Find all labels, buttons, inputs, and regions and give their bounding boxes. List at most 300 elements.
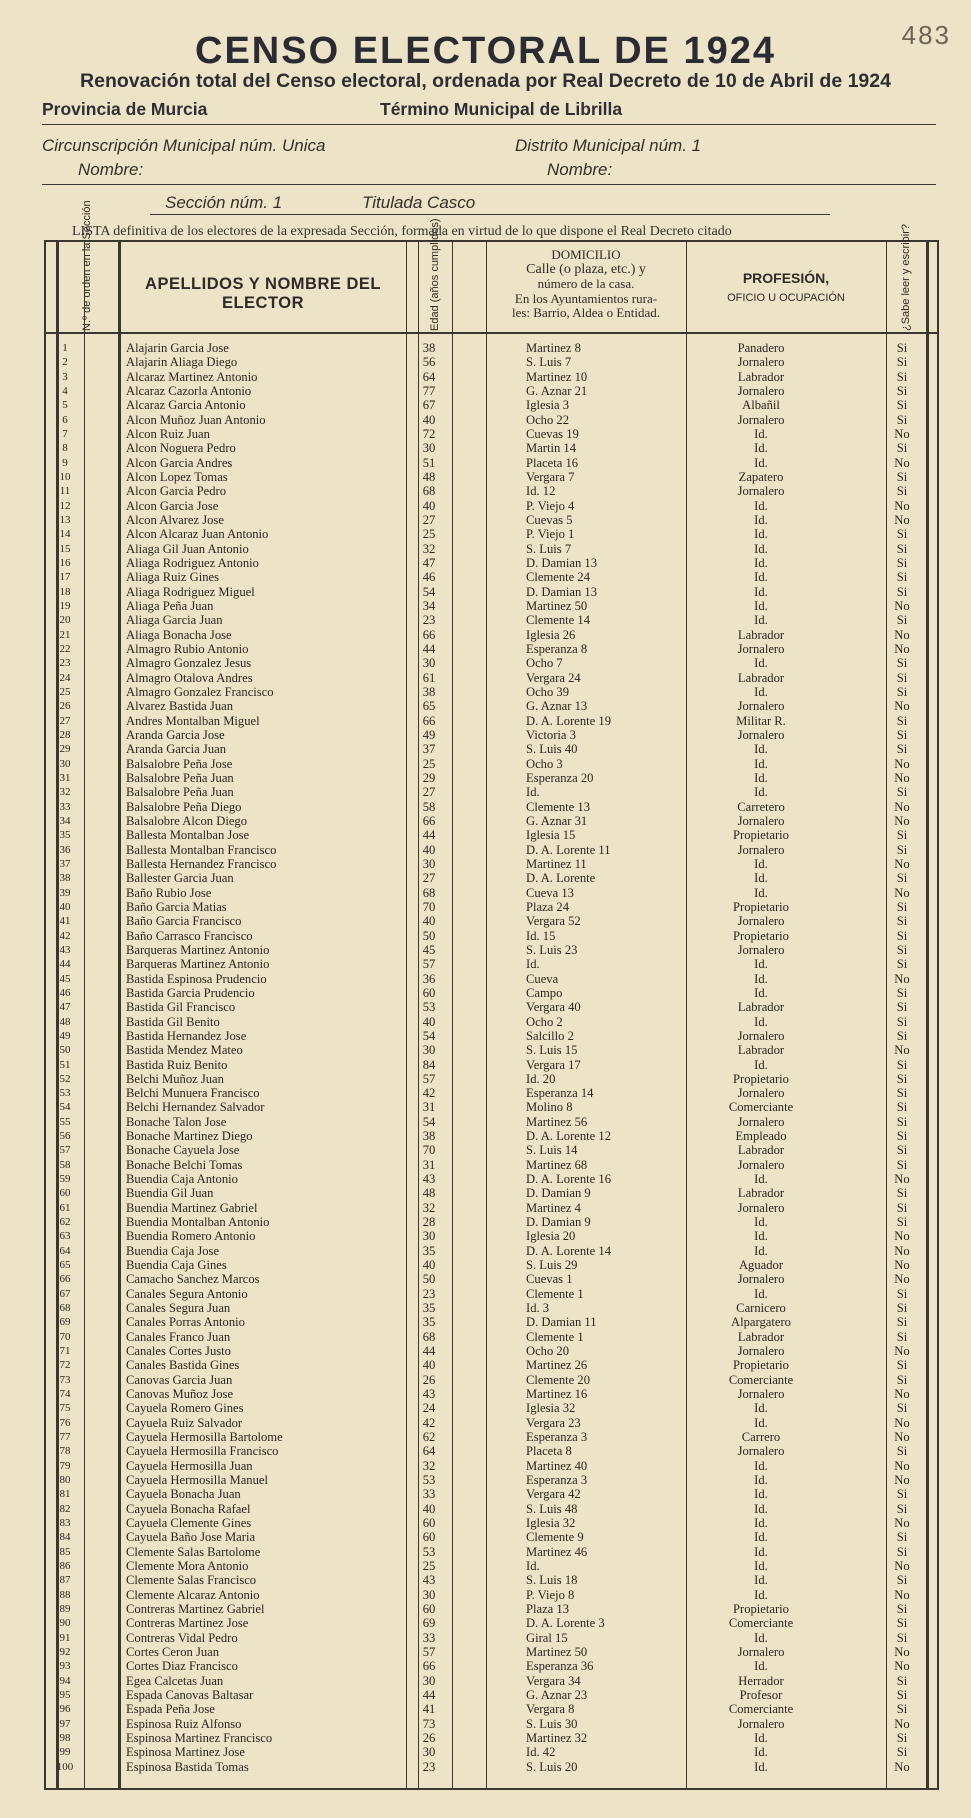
elector-profesion: Propietario <box>733 828 789 843</box>
elector-domicilio: Vergara 34 <box>526 1673 581 1688</box>
elector-name: Buendia Caja Gines <box>126 1258 227 1273</box>
elector-profesion: Id. <box>754 1745 768 1760</box>
nombre-left: Nombre: <box>78 160 144 179</box>
table-row <box>46 1059 937 1072</box>
table-row <box>46 700 937 713</box>
elector-profesion: Id. <box>754 1415 768 1430</box>
elector-sabe-leer: No <box>894 1172 910 1187</box>
table-row <box>46 1474 937 1487</box>
row-number: 60 <box>59 1187 71 1200</box>
elector-domicilio: G. Aznar 31 <box>526 813 588 828</box>
elector-name: Alajarin Aliaga Diego <box>126 355 238 370</box>
row-number: 76 <box>59 1416 71 1429</box>
elector-sabe-leer: Si <box>896 1086 908 1101</box>
elector-domicilio: S. Luis 7 <box>526 355 572 370</box>
elector-sabe-leer: No <box>894 1043 910 1058</box>
elector-domicilio: Campo <box>526 985 563 1000</box>
elector-domicilio: Vergara 24 <box>526 670 581 685</box>
table-row <box>46 1460 937 1473</box>
elector-sabe-leer: Si <box>896 398 908 413</box>
elector-domicilio: S. Luis 14 <box>526 1143 578 1158</box>
table-row <box>46 1632 937 1645</box>
elector-sabe-leer: Si <box>896 1544 908 1559</box>
table-row <box>46 1016 937 1029</box>
elector-profesion: Id. <box>754 1731 768 1745</box>
elector-domicilio: S. Luis 40 <box>526 742 578 757</box>
row-number: 67 <box>59 1287 71 1300</box>
row-number: 83 <box>59 1517 71 1530</box>
elector-profesion: Labrador <box>737 670 785 685</box>
elector-age: 35 <box>422 1243 436 1258</box>
elector-age: 30 <box>422 856 436 871</box>
row-number: 64 <box>59 1244 71 1257</box>
elector-profesion: Id. <box>754 885 768 900</box>
elector-domicilio: Martinez 46 <box>526 1544 588 1559</box>
elector-sabe-leer: Si <box>896 570 908 585</box>
header-num: N.º de orden en la Sección <box>81 200 93 331</box>
elector-profesion: Jornalero <box>737 641 785 656</box>
elector-age: 23 <box>422 1286 436 1301</box>
elector-sabe-leer: Si <box>896 1200 908 1215</box>
elector-sabe-leer: No <box>894 1716 910 1731</box>
elector-profesion: Jornalero <box>737 484 785 499</box>
elector-age: 35 <box>422 1301 436 1316</box>
elector-sabe-leer: Si <box>896 613 908 628</box>
elector-name: Alcon Noguera Pedro <box>126 441 236 456</box>
elector-profesion: Jornalero <box>737 1086 785 1101</box>
elector-sabe-leer: Si <box>896 842 908 857</box>
elector-sabe-leer: No <box>894 1258 910 1273</box>
elector-profesion: Id. <box>754 512 768 527</box>
row-number: 50 <box>59 1044 71 1057</box>
elector-sabe-leer: No <box>894 856 910 871</box>
elector-profesion: Jornalero <box>737 1272 785 1287</box>
elector-profesion: Id. <box>754 957 768 972</box>
table-row <box>46 1202 937 1215</box>
elector-domicilio: D. A. Lorente 19 <box>526 713 611 728</box>
table-row <box>46 614 937 627</box>
elector-domicilio: Vergara 40 <box>526 1000 581 1015</box>
elector-age: 26 <box>422 1372 436 1387</box>
elector-profesion: Jornalero <box>737 1444 785 1459</box>
table-row <box>46 1589 937 1602</box>
elector-name: Baño Garcia Matias <box>126 899 227 914</box>
row-number: 36 <box>59 843 71 856</box>
elector-age: 40 <box>422 498 436 513</box>
elector-sabe-leer: No <box>894 799 910 814</box>
elector-sabe-leer: Si <box>896 1688 908 1703</box>
elector-domicilio: Id. 15 <box>526 928 556 943</box>
row-number: 24 <box>59 671 71 684</box>
rule-mid <box>42 184 936 185</box>
elector-profesion: Id. <box>754 584 768 599</box>
elector-profesion: Id. <box>754 455 768 470</box>
table-row <box>46 858 937 871</box>
elector-profesion: Id. <box>754 742 768 757</box>
table-row <box>46 1001 937 1014</box>
row-number: 6 <box>62 413 68 426</box>
table-row <box>46 1675 937 1688</box>
elector-sabe-leer: Si <box>896 1286 908 1301</box>
elector-profesion: Id. <box>754 527 768 542</box>
table-row <box>46 872 937 885</box>
elector-sabe-leer: Si <box>896 942 908 957</box>
row-number: 96 <box>59 1703 71 1716</box>
row-number: 87 <box>59 1574 71 1587</box>
row-number: 66 <box>59 1273 71 1286</box>
table-row <box>46 1560 937 1573</box>
row-number: 89 <box>59 1603 71 1616</box>
elector-profesion: Jornalero <box>737 383 785 398</box>
table-row <box>46 500 937 513</box>
elector-age: 57 <box>422 1071 436 1086</box>
elector-name: Aliaga Rodriguez Antonio <box>126 555 259 570</box>
elector-domicilio: Iglesia 20 <box>526 1229 576 1244</box>
elector-name: Aliaga Peña Juan <box>126 598 214 613</box>
elector-name: Espinosa Bastida Tomas <box>126 1759 249 1774</box>
elector-age: 26 <box>422 1731 436 1745</box>
row-number: 33 <box>59 800 71 813</box>
elector-domicilio: S. Luis 29 <box>526 1258 578 1273</box>
row-number: 75 <box>59 1402 71 1415</box>
table-row <box>46 1030 937 1043</box>
table-row <box>46 1245 937 1258</box>
header-sabe: ¿Sabe leer y escribir? <box>900 224 912 331</box>
table-row <box>46 1503 937 1516</box>
elector-sabe-leer: Si <box>896 1630 908 1645</box>
elector-age: 35 <box>422 1315 436 1330</box>
elector-name: Buendia Caja Antonio <box>126 1172 238 1187</box>
row-number: 77 <box>59 1431 71 1444</box>
elector-profesion: Id. <box>754 1587 768 1602</box>
elector-sabe-leer: Si <box>896 1301 908 1316</box>
elector-name: Balsalobre Peña Juan <box>126 785 234 800</box>
elector-age: 32 <box>422 541 436 556</box>
table-row <box>46 1689 937 1702</box>
elector-sabe-leer: Si <box>896 1530 908 1545</box>
elector-profesion: Zapatero <box>738 469 784 484</box>
elector-profesion: Albañil <box>742 398 780 413</box>
elector-name: Balsalobre Peña Jose <box>126 756 233 771</box>
elector-domicilio: S. Luis 7 <box>526 541 572 556</box>
elector-age: 43 <box>422 1172 436 1187</box>
elector-profesion: Jornalero <box>737 1387 785 1402</box>
elector-domicilio: Salcillo 2 <box>526 1028 574 1043</box>
elector-age: 73 <box>422 1716 436 1731</box>
elector-domicilio: D. A. Lorente 11 <box>526 842 611 857</box>
row-number: 40 <box>59 900 71 913</box>
elector-domicilio: S. Luis 15 <box>526 1043 578 1058</box>
table-row <box>46 1374 937 1387</box>
row-number: 25 <box>59 685 71 698</box>
elector-sabe-leer: Si <box>896 785 908 800</box>
row-number: 90 <box>59 1617 71 1630</box>
elector-name: Almagro Rubio Antonio <box>126 641 249 656</box>
row-number: 17 <box>59 571 71 584</box>
row-number: 58 <box>59 1158 71 1171</box>
row-number: 97 <box>59 1717 71 1730</box>
elector-age: 48 <box>422 1186 436 1201</box>
elector-sabe-leer: Si <box>896 1186 908 1201</box>
elector-name: Ballester Garcia Juan <box>126 871 234 886</box>
row-number: 11 <box>59 485 71 498</box>
elector-profesion: Panadero <box>737 341 785 355</box>
elector-domicilio: Plaza 13 <box>526 1602 570 1617</box>
elector-domicilio: Cueva <box>526 971 559 986</box>
table-row <box>46 1732 937 1745</box>
elector-age: 54 <box>422 1114 436 1129</box>
elector-domicilio: Id. 42 <box>526 1745 556 1760</box>
elector-name: Barqueras Martinez Antonio <box>126 957 270 972</box>
elector-profesion: Jornalero <box>737 412 785 427</box>
elector-age: 60 <box>422 1602 436 1617</box>
row-number: 56 <box>59 1130 71 1143</box>
row-number: 59 <box>59 1173 71 1186</box>
circunscripcion-label: Circunscripción Municipal núm. Unica <box>42 136 326 155</box>
elector-domicilio: Martinez 32 <box>526 1731 588 1745</box>
elector-name: Egea Calcetas Juan <box>126 1673 224 1688</box>
table-row <box>46 1331 937 1344</box>
elector-sabe-leer: No <box>894 627 910 642</box>
elector-profesion: Propietario <box>733 1602 789 1617</box>
elector-domicilio: Id. <box>526 1559 540 1574</box>
elector-name: Alcon Ruiz Juan <box>126 426 210 441</box>
elector-name: Alcon Alcaraz Juan Antonio <box>126 527 269 542</box>
elector-name: Canales Cortes Justo <box>126 1344 231 1359</box>
elector-age: 33 <box>422 1630 436 1645</box>
table-row <box>46 485 937 498</box>
elector-name: Buendia Caja Jose <box>126 1243 220 1258</box>
elector-profesion: Herrador <box>738 1673 784 1688</box>
elector-name: Alcaraz Cazorla Antonio <box>126 383 252 398</box>
table-row <box>46 1345 937 1358</box>
elector-age: 53 <box>422 1473 436 1488</box>
table-row <box>46 901 937 914</box>
row-number: 37 <box>59 857 71 870</box>
elector-profesion: Propietario <box>733 1358 789 1373</box>
elector-profesion: Militar R. <box>736 713 786 728</box>
elector-profesion: Propietario <box>733 899 789 914</box>
elector-domicilio: Esperanza 14 <box>526 1086 594 1101</box>
elector-profesion: Id. <box>754 785 768 800</box>
elector-age: 50 <box>422 1272 436 1287</box>
elector-domicilio: Giral 15 <box>526 1630 568 1645</box>
elector-sabe-leer: Si <box>896 1315 908 1330</box>
elector-profesion: Id. <box>754 555 768 570</box>
elector-sabe-leer: No <box>894 1430 910 1445</box>
elector-sabe-leer: Si <box>896 1329 908 1344</box>
elector-domicilio: Cuevas 1 <box>526 1272 573 1287</box>
elector-name: Aliaga Ruiz Gines <box>126 570 220 585</box>
table-row <box>46 1531 937 1544</box>
elector-domicilio: Esperanza 8 <box>526 641 588 656</box>
elector-name: Balsalobre Alcon Diego <box>126 813 248 828</box>
elector-sabe-leer: No <box>894 813 910 828</box>
elector-domicilio: Victoria 3 <box>526 727 576 742</box>
elector-age: 61 <box>422 670 436 685</box>
elector-domicilio: Esperanza 3 <box>526 1473 588 1488</box>
row-number: 9 <box>62 456 68 469</box>
elector-sabe-leer: Si <box>896 412 908 427</box>
elector-domicilio: Id. <box>526 785 540 800</box>
table-row <box>46 571 937 584</box>
elector-sabe-leer: Si <box>896 1143 908 1158</box>
elector-profesion: Id. <box>754 1057 768 1072</box>
elector-age: 50 <box>422 928 436 943</box>
elector-age: 38 <box>422 1129 436 1144</box>
elector-age: 54 <box>422 584 436 599</box>
elector-profesion: Empleado <box>735 1129 787 1144</box>
elector-age: 30 <box>422 1673 436 1688</box>
table-row <box>46 471 937 484</box>
table-row <box>46 1273 937 1286</box>
elector-name: Bonache Cayuela Jose <box>126 1143 240 1158</box>
elector-domicilio: Martinez 40 <box>526 1458 588 1473</box>
elector-name: Baño Carrasco Francisco <box>126 928 253 943</box>
elector-age: 56 <box>422 355 436 370</box>
elector-profesion: Comerciante <box>728 1616 794 1631</box>
elector-sabe-leer: Si <box>896 1372 908 1387</box>
row-number: 94 <box>59 1674 71 1687</box>
elector-sabe-leer: Si <box>896 742 908 757</box>
elector-sabe-leer: Si <box>896 469 908 484</box>
elector-sabe-leer: Si <box>896 1573 908 1588</box>
elector-age: 34 <box>422 598 436 613</box>
elector-domicilio: S. Luis 18 <box>526 1573 578 1588</box>
elector-age: 44 <box>422 1688 436 1703</box>
elector-profesion: Id. <box>754 1630 768 1645</box>
elector-age: 57 <box>422 957 436 972</box>
row-number: 13 <box>59 513 71 526</box>
elector-profesion: Jornalero <box>737 842 785 857</box>
elector-name: Alajarin Garcia Jose <box>126 341 229 355</box>
titulada-label: Titulada Casco <box>362 193 476 212</box>
elector-sabe-leer: Si <box>896 1000 908 1015</box>
elector-profesion: Id. <box>754 871 768 886</box>
elector-name: Buendia Montalban Antonio <box>126 1215 270 1230</box>
row-number: 63 <box>59 1230 71 1243</box>
row-number: 47 <box>59 1001 71 1014</box>
nombre-right: Nombre: <box>547 160 613 179</box>
termino-label: Término Municipal de Librilla <box>380 99 623 119</box>
table-row <box>46 457 937 470</box>
row-number: 41 <box>59 915 71 928</box>
table-row <box>46 629 937 642</box>
row-number: 42 <box>59 929 71 942</box>
elector-sabe-leer: No <box>894 1645 910 1660</box>
elector-domicilio: S. Luis 23 <box>526 942 578 957</box>
elector-domicilio: G. Aznar 13 <box>526 699 588 714</box>
elector-age: 70 <box>422 1143 436 1158</box>
row-number: 3 <box>62 370 68 383</box>
elector-name: Aliaga Gil Juan Antonio <box>126 541 249 556</box>
elector-sabe-leer: Si <box>896 1616 908 1631</box>
elector-domicilio: Martinez 16 <box>526 1387 588 1402</box>
elector-profesion: Id. <box>754 613 768 628</box>
elector-name: Baño Rubio Jose <box>126 885 212 900</box>
elector-sabe-leer: Si <box>896 355 908 370</box>
elector-name: Espada Canovas Baltasar <box>126 1688 254 1703</box>
elector-sabe-leer: Si <box>896 1702 908 1717</box>
seccion-label: Sección núm. 1 <box>165 193 283 212</box>
elector-name: Camacho Sanchez Marcos <box>126 1272 260 1287</box>
elector-age: 42 <box>422 1086 436 1101</box>
table-row <box>46 915 937 928</box>
row-number: 1 <box>62 342 68 354</box>
elector-age: 40 <box>422 914 436 929</box>
elector-age: 37 <box>422 742 436 757</box>
table-row <box>46 786 937 799</box>
elector-profesion: Id. <box>754 598 768 613</box>
table-row <box>46 1646 937 1659</box>
elector-sabe-leer: Si <box>896 1731 908 1745</box>
elector-domicilio: Cueva 13 <box>526 885 574 900</box>
elector-age: 41 <box>422 1702 436 1717</box>
row-number: 38 <box>59 872 71 885</box>
elector-name: Balsalobre Peña Diego <box>126 799 242 814</box>
elector-age: 43 <box>422 1573 436 1588</box>
elector-name: Bastida Mendez Mateo <box>126 1043 243 1058</box>
table-row <box>46 414 937 427</box>
elector-domicilio: Ocho 39 <box>526 684 570 699</box>
elector-age: 30 <box>422 1745 436 1760</box>
elector-age: 42 <box>422 1415 436 1430</box>
row-number: 73 <box>59 1373 71 1386</box>
elector-sabe-leer: No <box>894 971 910 986</box>
elector-profesion: Id. <box>754 426 768 441</box>
elector-domicilio: Martinez 11 <box>526 856 587 871</box>
row-number: 74 <box>59 1388 71 1401</box>
elector-profesion: Id. <box>754 1559 768 1574</box>
table-row <box>46 1259 937 1272</box>
table-row <box>46 758 937 771</box>
elector-profesion: Id. <box>754 498 768 513</box>
elector-age: 58 <box>422 799 436 814</box>
table-row <box>46 1431 937 1444</box>
table-row <box>46 1417 937 1430</box>
elector-name: Buendia Martinez Gabriel <box>126 1200 258 1215</box>
elector-age: 66 <box>422 813 436 828</box>
elector-profesion: Id. <box>754 1286 768 1301</box>
row-number: 15 <box>59 542 71 555</box>
elector-domicilio: D. A. Lorente 12 <box>526 1129 611 1144</box>
row-number: 85 <box>59 1545 71 1558</box>
elector-domicilio: Iglesia 26 <box>526 627 576 642</box>
elector-sabe-leer: Si <box>896 1157 908 1172</box>
elector-sabe-leer: Si <box>896 1129 908 1144</box>
elector-profesion: Jornalero <box>737 942 785 957</box>
elector-sabe-leer: No <box>894 1344 910 1359</box>
elector-profesion: Id. <box>754 985 768 1000</box>
row-number: 61 <box>59 1201 71 1214</box>
elector-age: 23 <box>422 1759 436 1774</box>
elector-sabe-leer: No <box>894 1759 910 1774</box>
elector-domicilio: Martinez 10 <box>526 369 588 384</box>
elector-profesion: Carretero <box>737 799 785 814</box>
elector-name: Buendia Gil Juan <box>126 1186 214 1201</box>
elector-domicilio: Clemente 1 <box>526 1286 584 1301</box>
header-profesion: PROFESIÓN, OFICIO U OCUPACIÓN <box>727 270 845 304</box>
elector-domicilio: Esperanza 3 <box>526 1430 588 1445</box>
elector-domicilio: Vergara 23 <box>526 1415 581 1430</box>
elector-name: Alcon Garcia Andres <box>126 455 233 470</box>
elector-domicilio: Id. 12 <box>526 484 556 499</box>
elector-age: 64 <box>422 1444 436 1459</box>
elector-age: 24 <box>422 1401 436 1416</box>
elector-sabe-leer: Si <box>896 1057 908 1072</box>
elector-domicilio: Vergara 7 <box>526 469 575 484</box>
row-number: 2 <box>62 356 68 369</box>
